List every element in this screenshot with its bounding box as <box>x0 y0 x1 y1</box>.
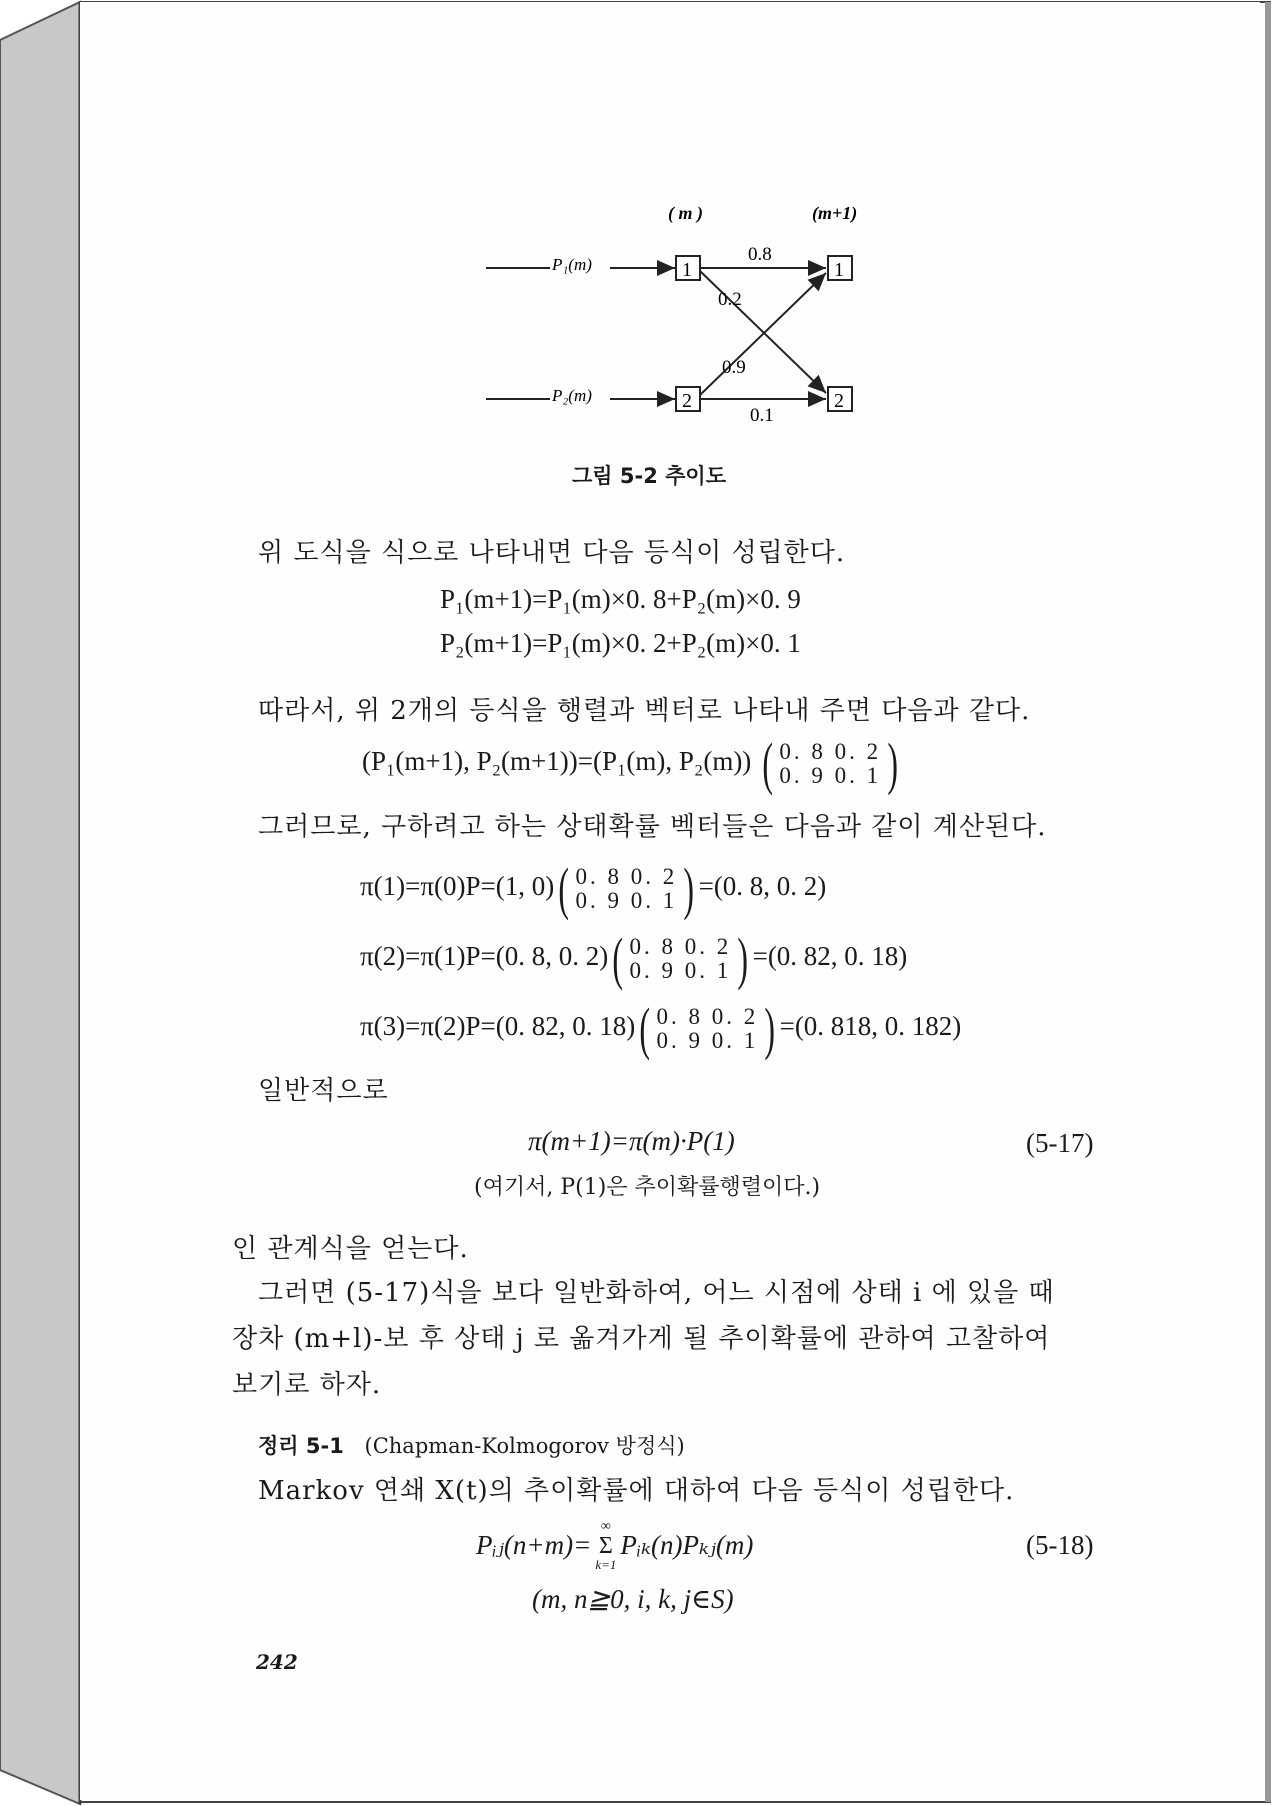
para-5-line-2: 장차 (m+l)-보 후 상태 j 로 옮겨가게 될 추이확률에 관하여 고찰하여 <box>232 1324 1051 1354</box>
p2-label: P₂(m) <box>552 386 592 405</box>
transition-matrix: ( 0. 8 0. 2 0. 9 0. 1 ) <box>762 731 899 796</box>
svg-text:2: 2 <box>682 390 692 412</box>
weight-12: 0.2 <box>718 289 742 310</box>
para-2: 따라서, 위 2개의 등식을 행렬과 벡터로 나타내 주면 다음과 같다. <box>258 696 1031 726</box>
equation-3 <box>362 731 902 796</box>
equation-2: P₂(m+1)=P₁(m)×0. 2+P₂(m)×0. 1 <box>440 628 801 658</box>
page-number: 242 <box>256 1650 298 1674</box>
weight-22: 0.1 <box>750 405 774 426</box>
svg-text:1: 1 <box>834 259 844 281</box>
para-1: 위 도식을 식으로 나타내면 다음 등식이 성립한다. <box>258 538 846 568</box>
weight-21: 0.9 <box>722 357 746 378</box>
svg-text:2: 2 <box>834 390 844 412</box>
para-3: 그러므로, 구하려고 하는 상태확률 벡터들은 다음과 같이 계산된다. <box>258 812 1047 842</box>
theorem-title: 정리 5-1 <box>258 1434 344 1458</box>
pi-2-equation: π(2)=π(1)P=(0. 8, 0. 2) ( 0. 8 0. 2 0. 9 0. 1 ) =(0. 82, 0. 18) <box>360 926 908 991</box>
equation-5-18: Pᵢⱼ(n+m)= ∞ Σ k=1 Pᵢₖ(n)Pₖⱼ(m) <box>476 1519 754 1572</box>
theorem-heading <box>258 1430 685 1460</box>
equation-note: (여기서, P(1)은 추이확률행렬이다.) <box>474 1175 821 1200</box>
equation-5-17: π(m+1)=π(m)·P(1) <box>528 1126 735 1156</box>
transition-diagram <box>470 195 890 435</box>
col-label-m: ( m ) <box>668 203 703 223</box>
para-4: 인 관계식을 얻는다. <box>232 1234 469 1264</box>
equation-5-18-condition: (m, n≧0, i, k, j∈S) <box>532 1584 734 1614</box>
equation-number-5-17: (5-17) <box>1026 1128 1094 1158</box>
para-5-line-3: 보기로 하자. <box>232 1370 382 1400</box>
theorem-name: (Chapman-Kolmogorov 방정식) <box>364 1434 685 1458</box>
theorem-body: Markov 연쇄 X(t)의 추이확률에 대하여 다음 등식이 성립한다. <box>258 1476 1015 1506</box>
equation-1: P₁(m+1)=P₁(m)×0. 8+P₂(m)×0. 9 <box>440 584 801 614</box>
eq3-lhs: (P₁(m+1), P₂(m+1))=(P₁(m), P₂(m)) <box>362 746 752 777</box>
svg-text:1: 1 <box>682 259 692 281</box>
p1-label: P₁(m) <box>552 255 592 274</box>
general-label: 일반적으로 <box>258 1076 389 1106</box>
col-label-m1: (m+1) <box>812 203 858 223</box>
equation-number-5-18: (5-18) <box>1026 1530 1094 1560</box>
pi-1-equation: π(1)=π(0)P=(1, 0) ( 0. 8 0. 2 0. 9 0. 1 ) =(0. 8, 0. 2) <box>360 856 827 921</box>
pi-3-equation: π(3)=π(2)P=(0. 82, 0. 18) ( 0. 8 0. 2 0. 9 0. 1 ) =(0. 818, 0. 182) <box>360 996 962 1061</box>
para-5-line-1: 그러면 (5-17)식을 보다 일반화하여, 어느 시점에 상태 i 에 있을 때 <box>258 1278 1055 1308</box>
figure-caption: 그림 5-2 추이도 <box>572 464 726 488</box>
summation: ∞ Σ k=1 <box>595 1519 617 1572</box>
weight-11: 0.8 <box>748 244 772 265</box>
